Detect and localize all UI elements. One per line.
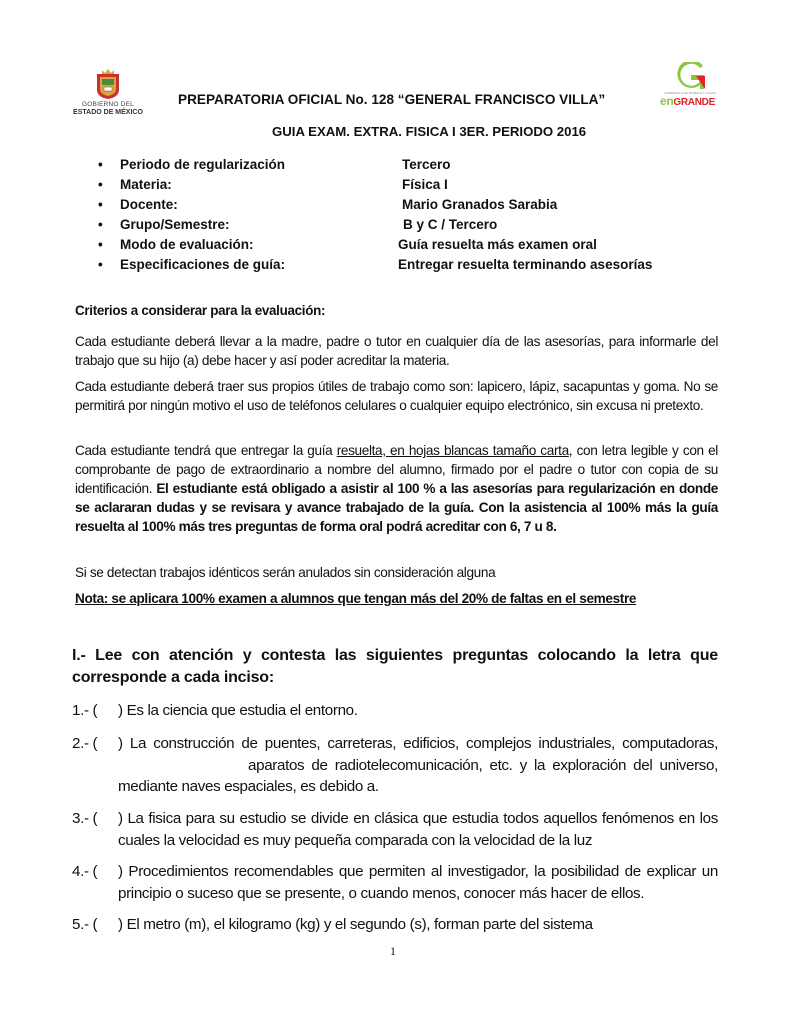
bullet: • [98, 217, 103, 232]
bullet: • [98, 197, 103, 212]
info-value: Física I [402, 177, 448, 192]
question-3 [72, 808, 718, 851]
bullet: • [98, 237, 103, 252]
info-value: Entregar resuelta terminando asesorías [398, 257, 653, 272]
logo-left-line2: ESTADO DE MÉXICO [73, 109, 143, 116]
page-number: 1 [390, 944, 396, 958]
info-value: B y C / Tercero [403, 217, 498, 232]
criteria-paragraph-3 [75, 441, 718, 536]
brand-en: en [660, 94, 674, 108]
criteria-note: Nota: se aplicara 100% examen a alumnos que tengan más del 20% de faltas en el semestre [75, 591, 637, 606]
question-text-b: aparatos de radiotelecomunicación, etc. y la exploración del universo, mediante naves espaciales, es debido a. [118, 756, 718, 795]
school-title: PREPARATORIA OFICIAL No. 128 “GENERAL FRANCISCO VILLA” [178, 92, 606, 107]
coat-of-arms-icon [94, 68, 122, 100]
question-1 [72, 700, 718, 722]
info-label: Grupo/Semestre: [120, 217, 230, 232]
p3-text-a: Cada estudiante tendrá que entregar la guía [75, 443, 337, 458]
question-number: 5.- ( [72, 916, 98, 933]
bullet: • [98, 157, 103, 172]
info-label: Modo de evaluación: [120, 237, 254, 252]
question-text: ) Es la ciencia que estudia el entorno. [118, 702, 358, 719]
engrande-logo [656, 62, 722, 110]
question-number: 1.- ( [72, 702, 98, 719]
question-5 [72, 914, 718, 936]
g-letter-icon [676, 62, 706, 90]
question-number: 2.- ( [72, 735, 98, 752]
question-4 [72, 861, 718, 904]
criteria-paragraph-4: Si se detectan trabajos idénticos serán anulados sin consideración alguna [75, 565, 496, 580]
logo-left-line1: GOBIERNO DEL [82, 101, 134, 108]
question-number: 4.- ( [72, 863, 98, 880]
question-text [118, 733, 718, 798]
p3-text-b: , con letra legible y con el comprobante de pago de extraordinario a nombre del alumno, firmado por el padre o tutor con copia de su identificación. [75, 443, 718, 496]
info-label: Materia: [120, 177, 172, 192]
gobierno-estado-mexico-logo [66, 66, 150, 122]
question-text: ) La fisica para su estudio se divide en clásica que estudia todos aquellos fenómenos en los cuales la velocidad es muy pequeña comparada con la velocidad de la luz [118, 810, 718, 849]
criteria-paragraph-1: Cada estudiante deberá llevar a la madre, padre o tutor en cualquier día de las asesorías, para informarle del trabajo que su hijo (a) debe hacer y así poder acreditar la materia. [75, 334, 718, 368]
p3-bold: El estudiante está obligado a asistir al 100 % a las asesorías para regularización en donde se aclararan dudas y se revisara y avance trabajado de la guía. Con la asistencia al 100% más la guía resuelta al 100% más tres preguntas de forma oral podrá acreditar con 6, 7 u 8. [75, 481, 718, 534]
info-label: Docente: [120, 197, 178, 212]
info-value: Tercero [402, 157, 451, 172]
logo-right-tagline: GOBIERNO QUE TRABAJA Y LOGRA [664, 91, 716, 95]
question-2 [72, 733, 718, 798]
criteria-title: Criterios a considerar para la evaluación: [75, 303, 326, 318]
section-heading: I.- Lee con atención y contesta las siguientes preguntas colocando la letra que corresponde a cada inciso: [72, 647, 718, 686]
p3-underlined: resuelta, en hojas blancas tamaño carta [336, 443, 569, 458]
question-text-a: ) La construcción de puentes, carreteras, edificios, complejos industriales, computadoras, [118, 735, 718, 752]
info-value: Guía resuelta más examen oral [398, 237, 597, 252]
logo-right-brand [660, 94, 715, 108]
brand-grande: GRANDE [673, 97, 715, 108]
info-label: Periodo de regularización [120, 157, 286, 172]
question-text: ) El metro (m), el kilogramo (kg) y el segundo (s), forman parte del sistema [118, 916, 593, 933]
info-label: Especificaciones de guía: [120, 257, 286, 272]
info-value: Mario Granados Sarabia [402, 197, 558, 212]
criteria-paragraph-2: Cada estudiante deberá traer sus propios útiles de trabajo como son: lapicero, lápiz, sacapuntas y goma. No se permitirá por ningún motivo el uso de teléfonos celulares o cualquier equipo electrónico, sin excusa ni pretexto. [75, 379, 718, 413]
bullet: • [98, 177, 103, 192]
question-number: 3.- ( [72, 810, 98, 827]
guide-title: GUIA EXAM. EXTRA. FISICA I 3ER. PERIODO 2016 [272, 124, 587, 139]
bullet: • [98, 257, 103, 272]
question-text: ) Procedimientos recomendables que permiten al investigador, la posibilidad de explicar un principio o suceso que se presente, o cuando menos, conocer más hacer de ellos. [118, 863, 718, 902]
